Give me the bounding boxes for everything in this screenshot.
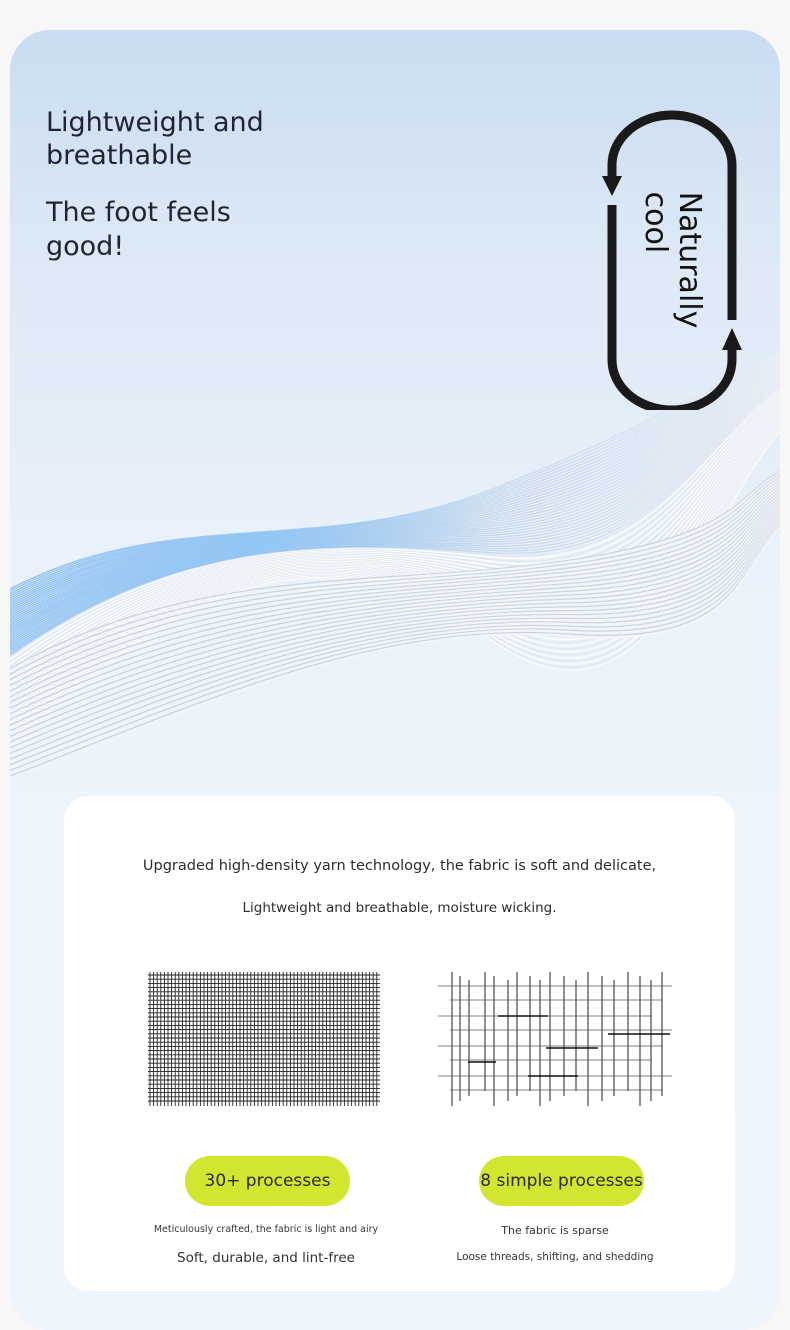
comparison-panel [64,796,735,1291]
right-note-1: The fabric is sparse [501,1224,609,1237]
right-note-2: Loose threads, shifting, and shedding [456,1251,654,1263]
product-card [10,30,780,1330]
left-note-2: Soft, durable, and lint-free [177,1250,355,1266]
processes-30-badge: 30+ processes [185,1156,350,1206]
naturally-cool-badge [602,110,742,410]
sparse-fabric-grid [438,972,672,1106]
intro-line-1: Upgraded high-density yarn technology, the fabric is soft and delicate, [142,858,657,874]
dense-fabric-grid [148,972,380,1106]
hero-title: Lightweight and breathable [46,107,264,171]
left-note-1: Meticulously crafted, the fabric is light and airy [153,1224,379,1235]
badge-text: Naturally cool [638,191,707,329]
intro-line-2: Lightweight and breathable, moisture wicking. [242,900,557,916]
hero-subtitle: The foot feels good! [46,197,231,262]
processes-8-badge: 8 simple processes [479,1156,644,1206]
